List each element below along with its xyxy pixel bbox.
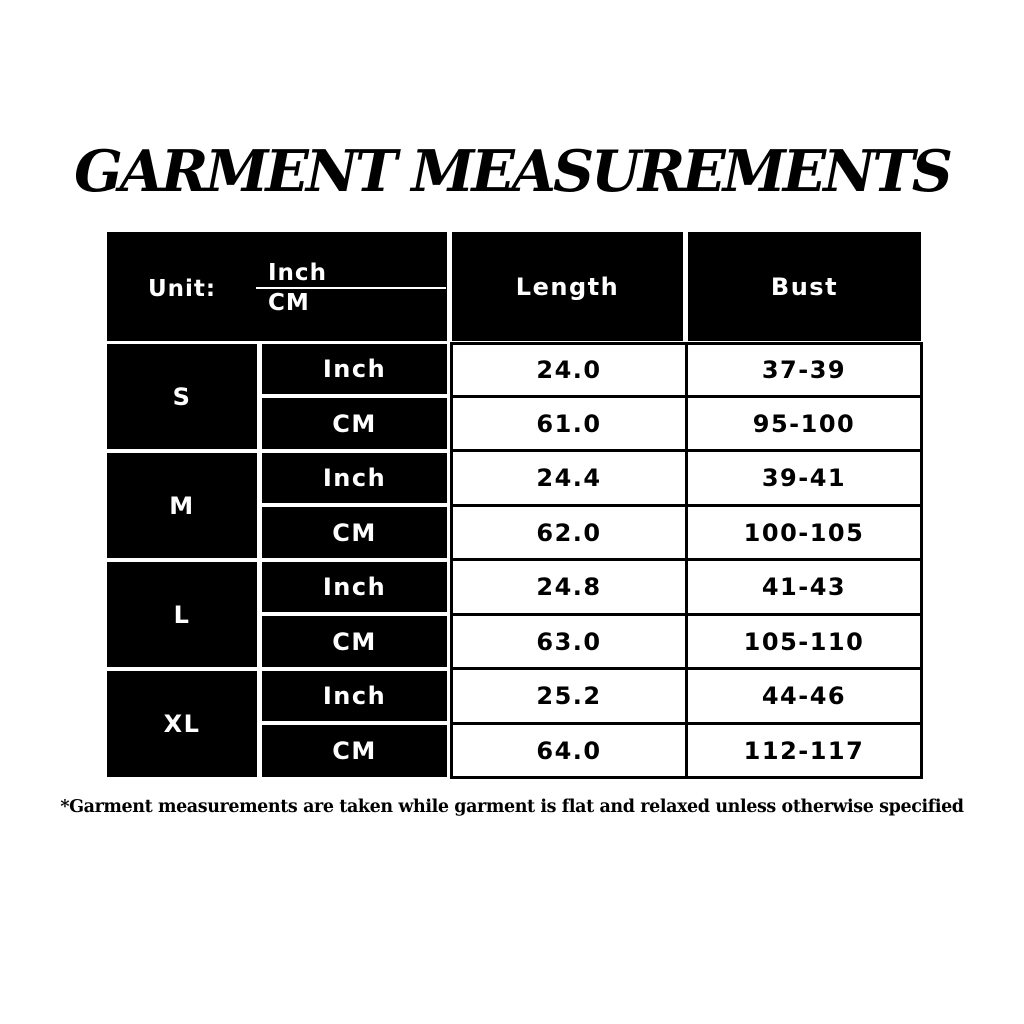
unit-divider — [256, 287, 446, 289]
bust-value: 95-100 — [685, 395, 923, 452]
length-value: 24.8 — [450, 558, 688, 616]
unit-cell: CM — [262, 398, 447, 449]
unit-cell: CM — [262, 616, 447, 667]
unit-cell: Inch — [262, 562, 447, 612]
length-value: 24.4 — [450, 449, 688, 507]
size-label-s: S — [107, 344, 257, 449]
column-header-bust: Bust — [688, 232, 921, 341]
bust-value: 112-117 — [685, 722, 923, 779]
length-value: 25.2 — [450, 667, 688, 725]
unit-cell: CM — [262, 507, 447, 558]
unit-label-cm: CM — [268, 290, 310, 316]
bust-value: 41-43 — [685, 558, 923, 616]
footnote: *Garment measurements are taken while garment is flat and relaxed unless otherwise specified — [60, 797, 964, 817]
unit-label: Unit: — [148, 276, 217, 302]
unit-cell: CM — [262, 725, 447, 777]
length-value: 62.0 — [450, 504, 688, 561]
length-value: 61.0 — [450, 395, 688, 452]
unit-cell: Inch — [262, 671, 447, 721]
column-header-length: Length — [452, 232, 683, 341]
length-value: 24.0 — [450, 342, 688, 398]
unit-cell: Inch — [262, 344, 447, 394]
size-label-l: L — [107, 562, 257, 667]
page-title: GARMENT MEASUREMENTS — [74, 138, 950, 205]
bust-value: 100-105 — [685, 504, 923, 561]
length-value: 63.0 — [450, 613, 688, 670]
bust-value: 39-41 — [685, 449, 923, 507]
length-value: 64.0 — [450, 722, 688, 779]
unit-cell: Inch — [262, 453, 447, 503]
size-label-m: M — [107, 453, 257, 558]
bust-value: 44-46 — [685, 667, 923, 725]
bust-value: 105-110 — [685, 613, 923, 670]
unit-label-inch: Inch — [268, 260, 327, 286]
bust-value: 37-39 — [685, 342, 923, 398]
size-label-xl: XL — [107, 671, 257, 777]
